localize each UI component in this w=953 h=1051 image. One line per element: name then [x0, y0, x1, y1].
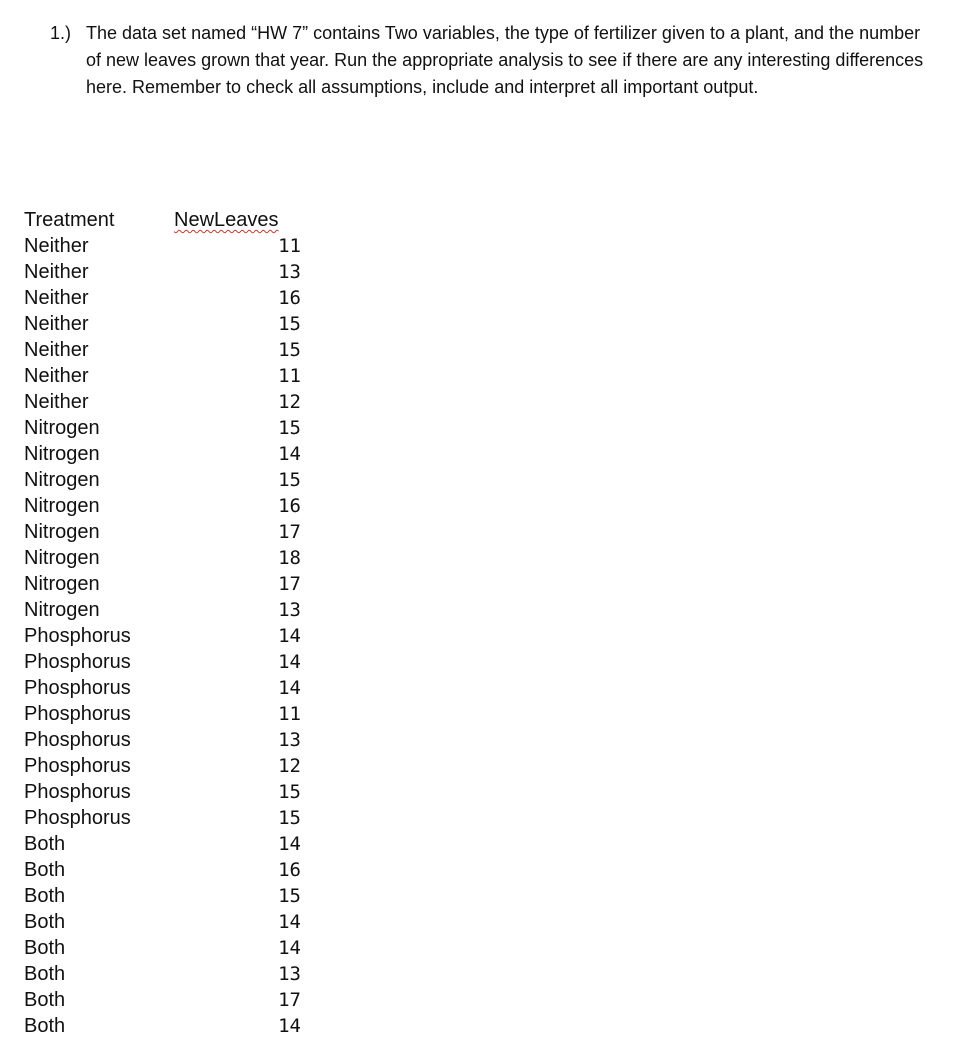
- cell-new-leaves: 15: [278, 807, 301, 829]
- cell-new-leaves: 14: [278, 625, 301, 647]
- cell-new-leaves: 16: [278, 495, 301, 517]
- cell-treatment: Nitrogen: [24, 417, 100, 439]
- cell-new-leaves: 14: [278, 677, 301, 699]
- table-row: [24, 1013, 301, 1039]
- cell-new-leaves: 13: [278, 599, 301, 621]
- table-row: [24, 961, 301, 987]
- cell-new-leaves: 14: [278, 651, 301, 673]
- cell-treatment: Phosphorus: [24, 677, 131, 699]
- table-row: [24, 727, 301, 753]
- cell-new-leaves: 15: [278, 469, 301, 491]
- cell-new-leaves: 11: [278, 365, 301, 387]
- table-row: [24, 571, 301, 597]
- table-row: [24, 493, 301, 519]
- cell-treatment: Neither: [24, 365, 89, 387]
- cell-treatment: Both: [24, 989, 66, 1011]
- table-row: [24, 623, 301, 649]
- cell-new-leaves: 18: [278, 547, 301, 569]
- cell-new-leaves: 14: [278, 937, 301, 959]
- cell-treatment: Phosphorus: [24, 755, 131, 777]
- header-treatment: Treatment: [24, 209, 115, 231]
- table-row: [24, 519, 301, 545]
- table-row: [24, 805, 301, 831]
- data-table: [24, 207, 301, 1039]
- question-paragraph: [50, 20, 930, 101]
- cell-new-leaves: 15: [278, 781, 301, 803]
- cell-new-leaves: 15: [278, 339, 301, 361]
- cell-new-leaves: 15: [278, 885, 301, 907]
- table-row: [24, 441, 301, 467]
- table-row: [24, 883, 301, 909]
- cell-treatment: Neither: [24, 235, 89, 257]
- table-row: [24, 233, 301, 259]
- cell-treatment: Phosphorus: [24, 651, 131, 673]
- cell-new-leaves: 13: [278, 729, 301, 751]
- cell-treatment: Nitrogen: [24, 443, 100, 465]
- cell-new-leaves: 11: [278, 703, 301, 725]
- cell-new-leaves: 15: [278, 313, 301, 335]
- cell-new-leaves: 14: [278, 911, 301, 933]
- question-number: 1.): [50, 23, 72, 43]
- table-row: [24, 857, 301, 883]
- table-row: [24, 259, 301, 285]
- cell-treatment: Neither: [24, 287, 89, 309]
- cell-new-leaves: 12: [278, 755, 301, 777]
- cell-new-leaves: 11: [278, 235, 301, 257]
- cell-treatment: Nitrogen: [24, 599, 100, 621]
- cell-treatment: Phosphorus: [24, 729, 131, 751]
- cell-new-leaves: 16: [278, 859, 301, 881]
- cell-treatment: Both: [24, 963, 66, 985]
- cell-new-leaves: 14: [278, 1015, 301, 1037]
- table-row: [24, 909, 301, 935]
- header-new-leaves: [174, 207, 301, 233]
- table-row: [24, 935, 301, 961]
- cell-new-leaves: 14: [278, 833, 301, 855]
- cell-treatment: Neither: [24, 313, 89, 335]
- cell-treatment: Both: [24, 833, 66, 855]
- table-row: [24, 753, 301, 779]
- table-row: [24, 467, 301, 493]
- cell-new-leaves: 17: [278, 521, 301, 543]
- cell-treatment: Both: [24, 1015, 66, 1037]
- cell-treatment: Nitrogen: [24, 495, 100, 517]
- cell-treatment: Both: [24, 911, 66, 933]
- cell-new-leaves: 17: [278, 989, 301, 1011]
- cell-treatment: Nitrogen: [24, 547, 100, 569]
- table-row: [24, 987, 301, 1013]
- table-row: [24, 285, 301, 311]
- cell-treatment: Nitrogen: [24, 573, 100, 595]
- table-row: [24, 675, 301, 701]
- cell-treatment: Neither: [24, 261, 89, 283]
- cell-treatment: Nitrogen: [24, 469, 100, 491]
- table-row: [24, 649, 301, 675]
- cell-new-leaves: 12: [278, 391, 301, 413]
- cell-treatment: Both: [24, 859, 66, 881]
- table-header-row: [24, 207, 301, 233]
- table-row: [24, 415, 301, 441]
- cell-new-leaves: 15: [278, 417, 301, 439]
- table-row: [24, 779, 301, 805]
- question-text: The data set named “HW 7” contains Two variables, the type of fertilizer given to a plant, and the number of new leaves grown that year. Run the appropriate analysis to see if there are any interesting differences here. Remember to check all assumptions, include and interpret all important output.: [86, 23, 924, 97]
- cell-treatment: Both: [24, 937, 66, 959]
- table-row: [24, 363, 301, 389]
- cell-new-leaves: 16: [278, 287, 301, 309]
- cell-treatment: Phosphorus: [24, 781, 131, 803]
- cell-treatment: Neither: [24, 391, 89, 413]
- cell-treatment: Neither: [24, 339, 89, 361]
- cell-new-leaves: 14: [278, 443, 301, 465]
- table-row: [24, 597, 301, 623]
- cell-treatment: Phosphorus: [24, 625, 131, 647]
- table-row: [24, 389, 301, 415]
- table-row: [24, 701, 301, 727]
- table-body: [24, 233, 301, 1039]
- cell-treatment: Phosphorus: [24, 703, 131, 725]
- table-row: [24, 311, 301, 337]
- cell-new-leaves: 17: [278, 573, 301, 595]
- cell-treatment: Both: [24, 885, 66, 907]
- cell-treatment: Nitrogen: [24, 521, 100, 543]
- cell-new-leaves: 13: [278, 963, 301, 985]
- cell-new-leaves: 13: [278, 261, 301, 283]
- table-row: [24, 831, 301, 857]
- table-row: [24, 545, 301, 571]
- header-new-leaves-label: NewLeaves: [174, 209, 279, 231]
- table-row: [24, 337, 301, 363]
- cell-treatment: Phosphorus: [24, 807, 131, 829]
